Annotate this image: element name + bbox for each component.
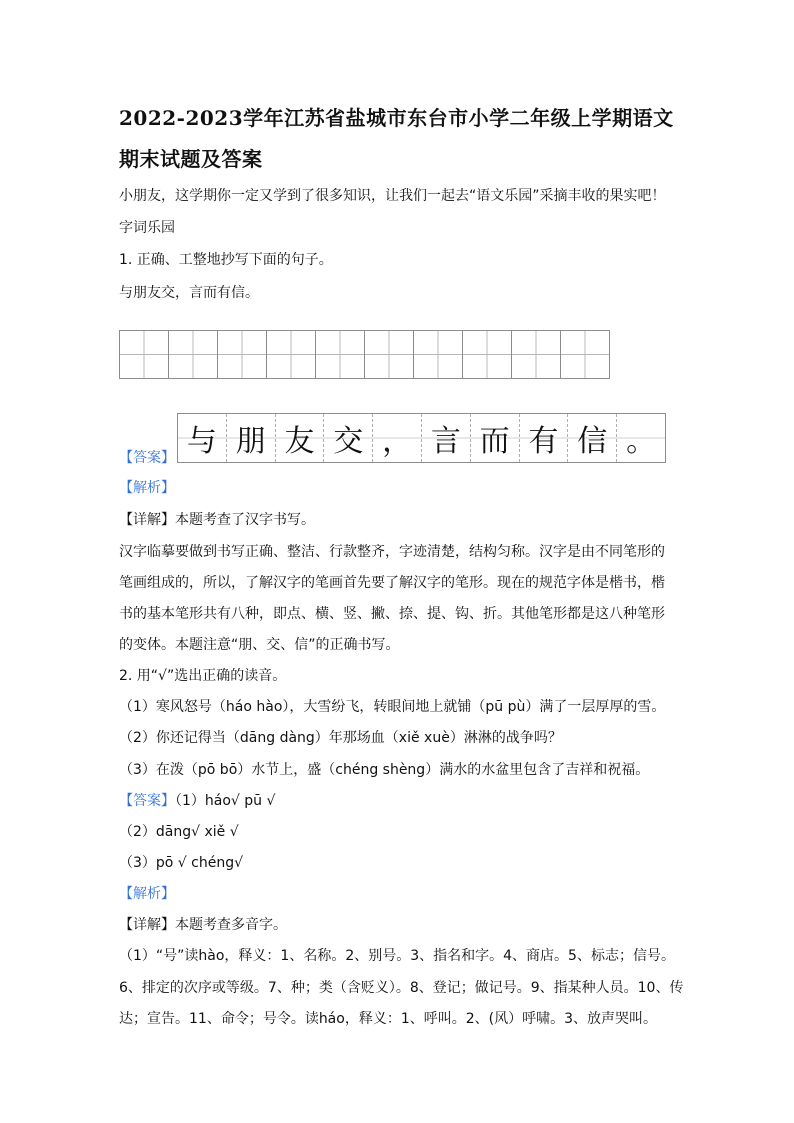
detail-line-2: [119, 915, 679, 935]
answer-char: ，: [373, 414, 422, 462]
analysis-label-2: 【解析】: [119, 886, 175, 902]
answer-label-1: 【答案】: [119, 450, 175, 466]
answer-text: （3）pō √ chéng√: [119, 855, 244, 871]
grid-cell: [561, 331, 609, 378]
answer-text: （2）dāng√ xiě √: [119, 824, 239, 840]
question-2-prompt: 2. 用“√”选出正确的读音。: [119, 668, 287, 684]
detail-line-1: [119, 510, 679, 530]
grid-cell: [463, 331, 512, 378]
answer-char: 信: [568, 414, 617, 462]
explanation-line: 6、排定的次序或等级。7、种；类（含贬义）。8、登记；做记号。9、指某种人员。10、传: [119, 980, 684, 996]
document-title-line-2: 期末试题及答案: [119, 147, 263, 171]
grid-cell: [365, 331, 414, 378]
explanation-line: 书的基本笔形共有八种，即点、横、竖、撇、捺、提、钩、折。其他笔形都是这八种笔形: [119, 606, 665, 622]
grid-cell: [120, 331, 169, 378]
detail-text: 本题考查多音字。: [175, 917, 287, 933]
detail-label: 【详解】: [119, 512, 175, 528]
document-title-line-1: 2022-2023学年江苏省盐城市东台市小学二年级上学期语文: [119, 106, 674, 130]
section-heading: 字词乐园: [119, 220, 175, 236]
answer-char: 有: [520, 414, 569, 462]
answer-text: （1）háo√ pū √: [175, 793, 276, 809]
grid-cell: [512, 331, 561, 378]
answer-char: 言: [422, 414, 471, 462]
question-2-item: （2）你还记得当（dāng dàng）年那场血（xiě xuè）淋淋的战争吗？: [119, 730, 562, 746]
answer-char: 与: [178, 414, 227, 462]
grid-cell: [218, 331, 267, 378]
grid-cell: [316, 331, 365, 378]
answer-label-2: 【答案】: [119, 793, 175, 809]
question-2-item: （1）寒风怒号（háo hào），大雪纷飞，转眼间地上就铺（pū pù）满了一层厚厚的雪。: [119, 699, 666, 715]
detail-text: 本题考查了汉字书写。: [175, 512, 315, 528]
explanation-line: 达；宣告。11、命令；号令。读háo，释义：1、呼叫。2、(风）呼啸。3、放声哭叫。: [119, 1011, 658, 1027]
explanation-line: 笔画组成的，所以，了解汉字的笔画首先要了解汉字的笔形。现在的规范字体是楷书，楷: [119, 575, 665, 591]
answer-line-2: [119, 791, 679, 811]
intro-text: 小朋友，这学期你一定又学到了很多知识，让我们一起去“语文乐园”采摘丰收的果实吧！: [119, 188, 666, 204]
grid-cell: [169, 331, 218, 378]
question-1-prompt: 1. 正确、工整地抄写下面的句子。: [119, 252, 333, 268]
detail-label: 【详解】: [119, 917, 175, 933]
analysis-label-1: 【解析】: [119, 480, 175, 496]
answer-char: 。: [617, 414, 665, 462]
answer-char: 而: [471, 414, 520, 462]
question-1-sentence: 与朋友交，言而有信。: [119, 285, 259, 301]
answer-char: 友: [276, 414, 325, 462]
writing-grid-empty: [119, 330, 610, 379]
explanation-line: 的变体。本题注意“朋、交、信”的正确书写。: [119, 637, 400, 653]
grid-cell: [414, 331, 463, 378]
answer-char: 朋: [227, 414, 276, 462]
answer-writing-grid: [177, 413, 666, 463]
answer-char: 交: [324, 414, 373, 462]
explanation-line: 汉字临摹要做到书写正确、整洁、行款整齐，字迹清楚，结构匀称。汉字是由不同笔形的: [119, 544, 665, 560]
grid-cell: [267, 331, 316, 378]
explanation-line: （1）“号”读hào，释义：1、名称。2、别号。3、指名和字。4、商店。5、标志；信号。: [119, 948, 675, 964]
question-2-item: （3）在泼（pō bō）水节上，盛（chéng shèng）满水的水盆里包含了吉祥和祝福。: [119, 762, 650, 778]
